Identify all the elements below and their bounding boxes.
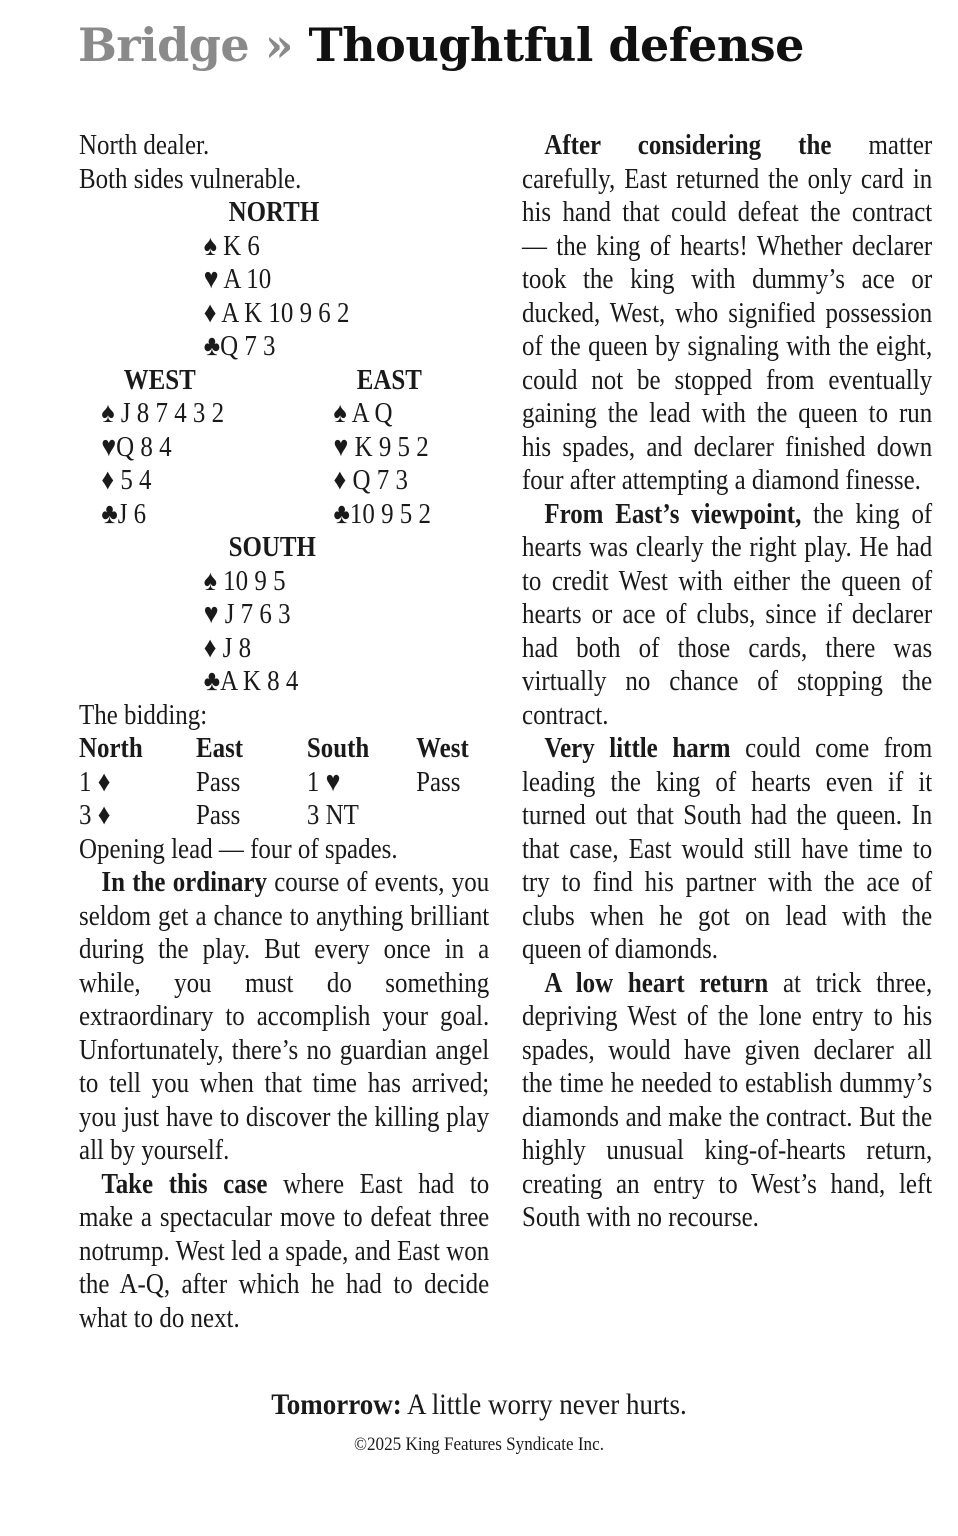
- bid-cell: 1 ♥: [306, 765, 341, 798]
- paragraph-text: where East had to make a spectacular move to defeat three notrump. West led a spade, and East won the A-Q, after which he had to decide what to do next.: [79, 1167, 490, 1334]
- copyright: ©2025 King Features Syndicate Inc.: [354, 1434, 604, 1455]
- paragraph-lead: Very little harm: [544, 732, 731, 764]
- vulnerability-line: Both sides vulnerable.: [79, 162, 302, 195]
- paragraph-lead: From East’s viewpoint,: [544, 497, 802, 530]
- article-paragraph: [79, 1168, 489, 1336]
- bid-cell: [416, 799, 489, 833]
- south-hearts: ♥ J 7 6 3: [203, 598, 291, 630]
- paragraph-text: the king of hearts was clearly the right play. He had to credit West with either the queen of hearts or ace of clubs, since if declarer had both of those cards, there was virtually no chance of stopping the contract.: [522, 497, 933, 731]
- bidding-header-row: [79, 732, 489, 766]
- page-title: Thoughtful defense: [308, 18, 804, 72]
- opening-lead: Opening lead — four of spades.: [79, 832, 398, 865]
- bid-cell: Pass: [195, 765, 241, 798]
- bidding-header: West: [416, 732, 469, 764]
- paragraph-lead: In the ordinary: [101, 866, 267, 898]
- west-label: WEST: [123, 363, 196, 396]
- article-paragraph: [79, 866, 489, 1168]
- tomorrow-label: Tomorrow:: [271, 1388, 402, 1421]
- bidding-header: South: [306, 732, 370, 764]
- article-paragraph: [522, 732, 932, 967]
- paragraph-lead: Take this case: [101, 1167, 268, 1200]
- north-hearts: ♥ A 10: [203, 263, 272, 295]
- north-label: NORTH: [228, 196, 320, 228]
- paragraph-text: could come from leading the king of hearts even if it turned out that South had the queen. In that case, East would still have time to try to find his partner with the ace of clubs when he got on lead with the queen of diamonds.: [522, 732, 933, 965]
- bid-cell: 1 ♦: [79, 765, 111, 798]
- west-clubs: ♣J 6: [101, 497, 147, 530]
- north-diamonds: ♦ A K 10 9 6 2: [203, 296, 350, 329]
- bidding-row: [79, 766, 489, 800]
- bid-cell: Pass: [416, 765, 461, 798]
- west-spades: ♠ J 8 7 4 3 2: [101, 397, 225, 429]
- bidding-header: North: [79, 732, 143, 764]
- paragraph-lead: A low heart return: [544, 966, 769, 999]
- paragraph-lead: After considering the: [544, 129, 832, 161]
- bid-cell: 3 ♦: [79, 799, 111, 831]
- paragraph-text: at trick three, depriving West of the lone entry to his spades, would have given declarer all the time he needed to establish dummy’s diamonds and make the contract. But the highly unusual king-of-hearts return, creating an entry to West’s hand, left South with no recourse.: [522, 966, 933, 1233]
- east-clubs: ♣10 9 5 2: [333, 497, 431, 530]
- bidding-table: [79, 732, 489, 833]
- bidding-header: East: [195, 732, 244, 764]
- article-paragraph: [522, 967, 932, 1235]
- east-spades: ♠ A Q: [333, 397, 393, 429]
- article-paragraph: [522, 129, 932, 498]
- bid-cell: 3 NT: [306, 799, 359, 831]
- section-kicker: Bridge »: [78, 18, 293, 72]
- north-clubs: ♣Q 7 3: [203, 330, 276, 362]
- east-label: EAST: [356, 363, 422, 396]
- west-hearts: ♥Q 8 4: [101, 430, 172, 463]
- tomorrow-text: A little worry never hurts.: [401, 1388, 687, 1421]
- deal-diagram: [79, 196, 489, 598]
- bid-cell: Pass: [195, 799, 241, 831]
- north-spades: ♠ K 6: [203, 229, 260, 262]
- right-column: [522, 129, 933, 1235]
- tomorrow-teaser: [48, 1388, 910, 1422]
- south-label: SOUTH: [228, 531, 316, 563]
- dealer-line: North dealer.: [79, 129, 210, 161]
- south-clubs: ♣A K 8 4: [203, 665, 299, 697]
- east-diamonds: ♦ Q 7 3: [333, 464, 408, 496]
- bidding-row: [79, 799, 489, 833]
- bidding-intro: The bidding:: [79, 698, 208, 731]
- south-spades: ♠ 10 9 5: [203, 564, 286, 597]
- paragraph-text: course of events, you seldom get a chance to anything brilliant during the play. But every once in a while, you must do something extraordinary to accomplish your goal. Unfortunately, there’s no guardian angel to tell you when that time has arrived; you just have to discover the killing play all by yourself.: [79, 866, 490, 1166]
- south-diamonds: ♦ J 8: [203, 631, 252, 664]
- headline: [78, 18, 804, 72]
- paragraph-text: matter carefully, East returned the only card in his hand that could defeat the contract — the king of hearts! Whether declarer took the king with dummy’s ace or ducked, West, who signified possession of the queen by signaling with the eight, could not be stopped from eventually gaining the lead with the queen to run his spades, and declarer finished down four after attempting a diamond finesse.: [522, 129, 933, 496]
- left-column: [79, 129, 490, 1335]
- east-hearts: ♥ K 9 5 2: [333, 430, 429, 463]
- article-paragraph: [522, 498, 932, 733]
- west-diamonds: ♦ 5 4: [101, 464, 152, 496]
